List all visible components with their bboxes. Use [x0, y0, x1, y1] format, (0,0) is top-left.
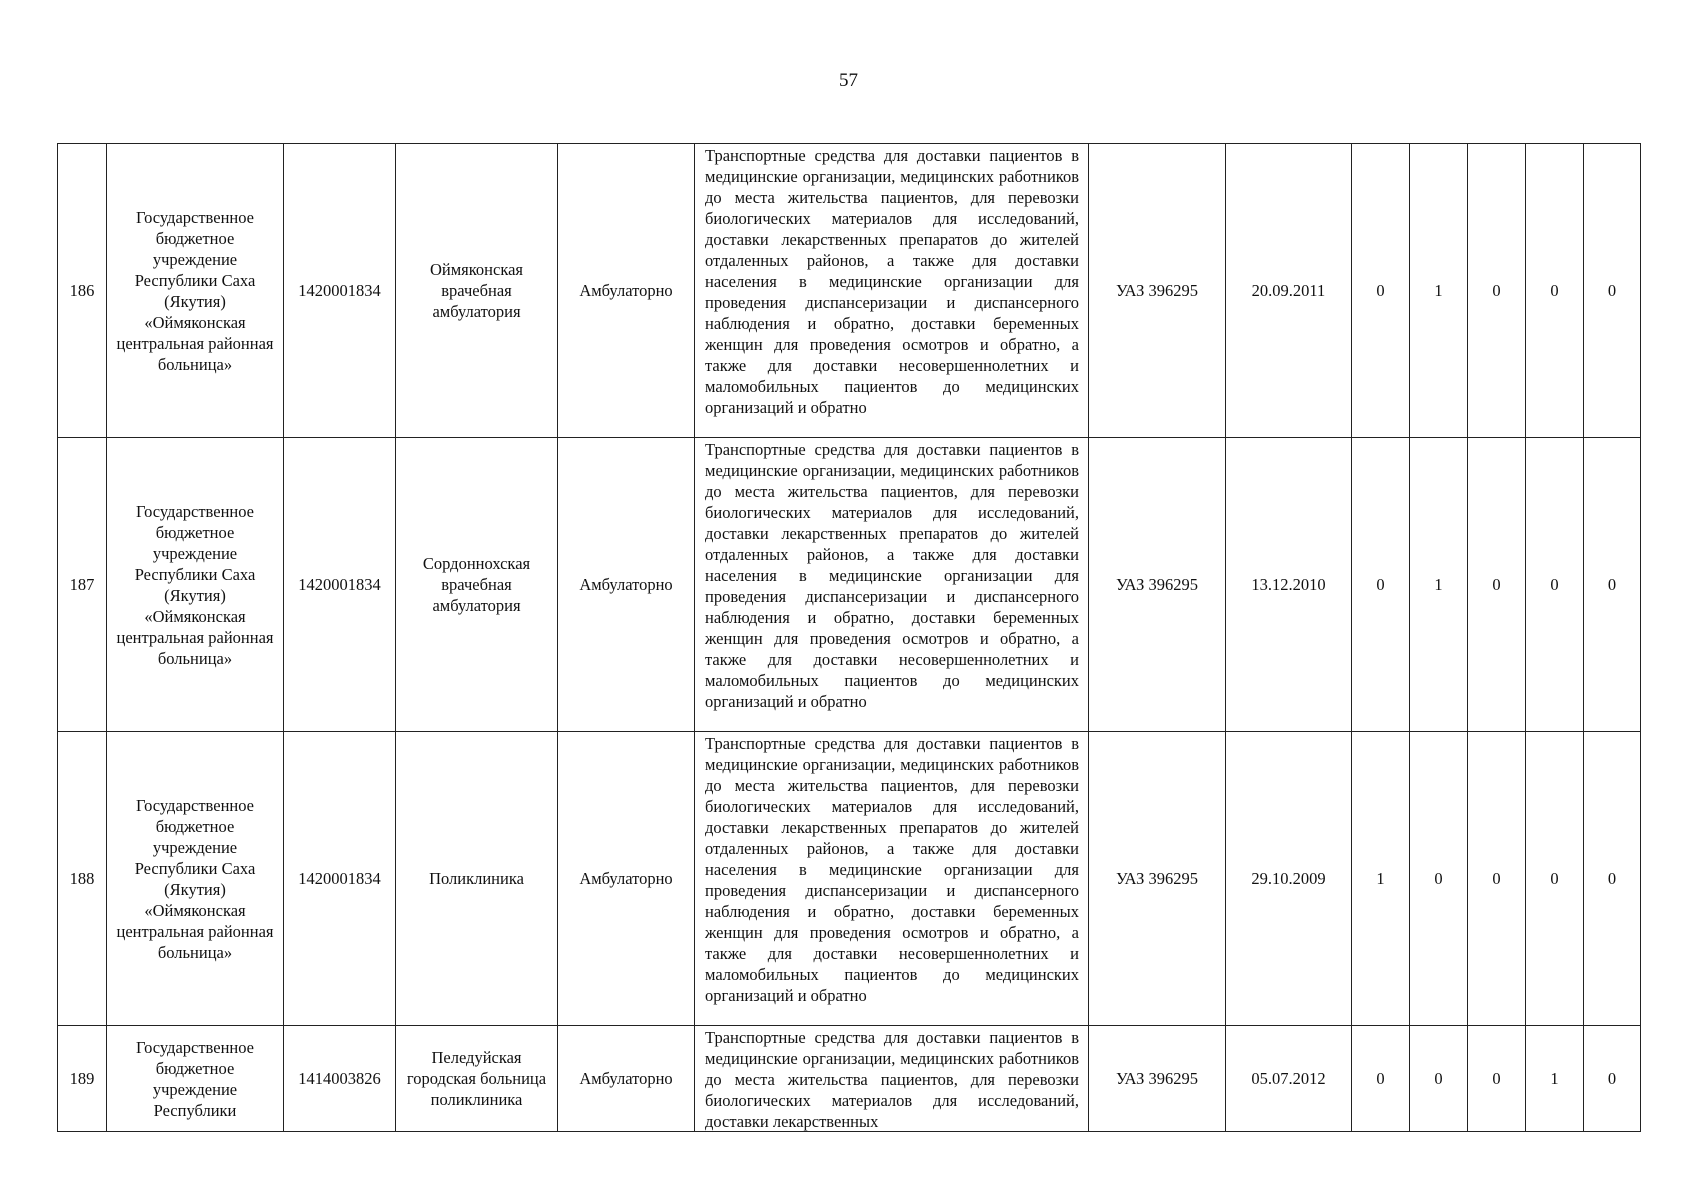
date-cell: 05.07.2012: [1226, 1026, 1352, 1132]
count-cell-1: 0: [1352, 438, 1410, 732]
count-cell-5: 0: [1584, 732, 1641, 1026]
count-cell-3: 0: [1468, 144, 1526, 438]
count-cell-4: 0: [1526, 144, 1584, 438]
vehicle-registry-table: [57, 143, 1641, 1132]
description-cell: Транспортные средства для доставки пациентов в медицинские организации, медицинских работников до места жительства пациентов, для перевозки биологических материалов для исследований, доставки лекарственных препаратов до жителей отдаленных районов, а также для доставки населения в медицинские организации для проведения диспансеризации и диспансерного наблюдения и обратно, доставки беременных женщин для проведения осмотров и обратно, а также для доставки несовершеннолетних и маломобильных пациентов до медицинских организаций и обратно: [695, 438, 1089, 732]
description-cell: [695, 1026, 1089, 1132]
count-cell-4: 0: [1526, 732, 1584, 1026]
count-cell-3: 0: [1468, 732, 1526, 1026]
count-cell-1: 0: [1352, 1026, 1410, 1132]
table-row: [58, 438, 1641, 732]
count-cell-5: 0: [1584, 1026, 1641, 1132]
count-cell-2: 0: [1410, 1026, 1468, 1132]
row-number-cell: 186: [58, 144, 107, 438]
date-cell: 20.09.2011: [1226, 144, 1352, 438]
table-row: [58, 144, 1641, 438]
date-cell: 13.12.2010: [1226, 438, 1352, 732]
institution-cell: Государственное бюджетное учреждение Республики Саха (Якутия) «Оймяконская центральная районная больница»: [107, 144, 284, 438]
row-number-cell: 189: [58, 1026, 107, 1132]
count-cell-3: 0: [1468, 438, 1526, 732]
description-text: Транспортные средства для доставки пациентов в медицинские организации, медицинских работников до места жительства пациентов, для перевозки биологических материалов для исследований, доставки лекарственных: [705, 1028, 1079, 1131]
row-number-cell: 187: [58, 438, 107, 732]
count-cell-2: 1: [1410, 438, 1468, 732]
institution-cell: Государственное бюджетное учреждение Республики Саха (Якутия) «Оймяконская центральная районная больница»: [107, 438, 284, 732]
date-cell: 29.10.2009: [1226, 732, 1352, 1026]
description-cell: Транспортные средства для доставки пациентов в медицинские организации, медицинских работников до места жительства пациентов, для перевозки биологических материалов для исследований, доставки лекарственных препаратов до жителей отдаленных районов, а также для доставки населения в медицинские организации для проведения диспансеризации и диспансерного наблюдения и обратно, доставки беременных женщин для проведения осмотров и обратно, а также для доставки несовершеннолетних и маломобильных пациентов до медицинских организаций и обратно: [695, 144, 1089, 438]
count-cell-2: 1: [1410, 144, 1468, 438]
count-cell-4: 1: [1526, 1026, 1584, 1132]
count-cell-5: 0: [1584, 438, 1641, 732]
vehicle-model-cell: УАЗ 396295: [1089, 1026, 1226, 1132]
count-cell-4: 0: [1526, 438, 1584, 732]
row-number-cell: 188: [58, 732, 107, 1026]
unit-cell: Поликлиника: [396, 732, 558, 1026]
care-type-cell: Амбулаторно: [558, 438, 695, 732]
vehicle-model-cell: УАЗ 396295: [1089, 438, 1226, 732]
institution-cell: Государственное бюджетное учреждение Республики: [107, 1026, 284, 1132]
table-row: [58, 732, 1641, 1026]
vehicle-model-cell: УАЗ 396295: [1089, 144, 1226, 438]
unit-cell: Сордоннохская врачебная амбулатория: [396, 438, 558, 732]
inn-cell: 1420001834: [284, 732, 396, 1026]
count-cell-2: 0: [1410, 732, 1468, 1026]
care-type-cell: Амбулаторно: [558, 1026, 695, 1132]
count-cell-1: 1: [1352, 732, 1410, 1026]
table-row: [58, 1026, 1641, 1132]
unit-cell: Оймяконская врачебная амбулатория: [396, 144, 558, 438]
institution-cell: Государственное бюджетное учреждение Республики Саха (Якутия) «Оймяконская центральная районная больница»: [107, 732, 284, 1026]
count-cell-5: 0: [1584, 144, 1641, 438]
count-cell-3: 0: [1468, 1026, 1526, 1132]
page-number: 57: [839, 70, 858, 91]
unit-cell: Пеледуйская городская больница поликлиника: [396, 1026, 558, 1132]
inn-cell: 1414003826: [284, 1026, 396, 1132]
inn-cell: 1420001834: [284, 144, 396, 438]
description-cell: Транспортные средства для доставки пациентов в медицинские организации, медицинских работников до места жительства пациентов, для перевозки биологических материалов для исследований, доставки лекарственных препаратов до жителей отдаленных районов, а также для доставки населения в медицинские организации для проведения диспансеризации и диспансерного наблюдения и обратно, доставки беременных женщин для проведения осмотров и обратно, а также для доставки несовершеннолетних и маломобильных пациентов до медицинских организаций и обратно: [695, 732, 1089, 1026]
care-type-cell: Амбулаторно: [558, 144, 695, 438]
vehicle-model-cell: УАЗ 396295: [1089, 732, 1226, 1026]
inn-cell: 1420001834: [284, 438, 396, 732]
count-cell-1: 0: [1352, 144, 1410, 438]
care-type-cell: Амбулаторно: [558, 732, 695, 1026]
